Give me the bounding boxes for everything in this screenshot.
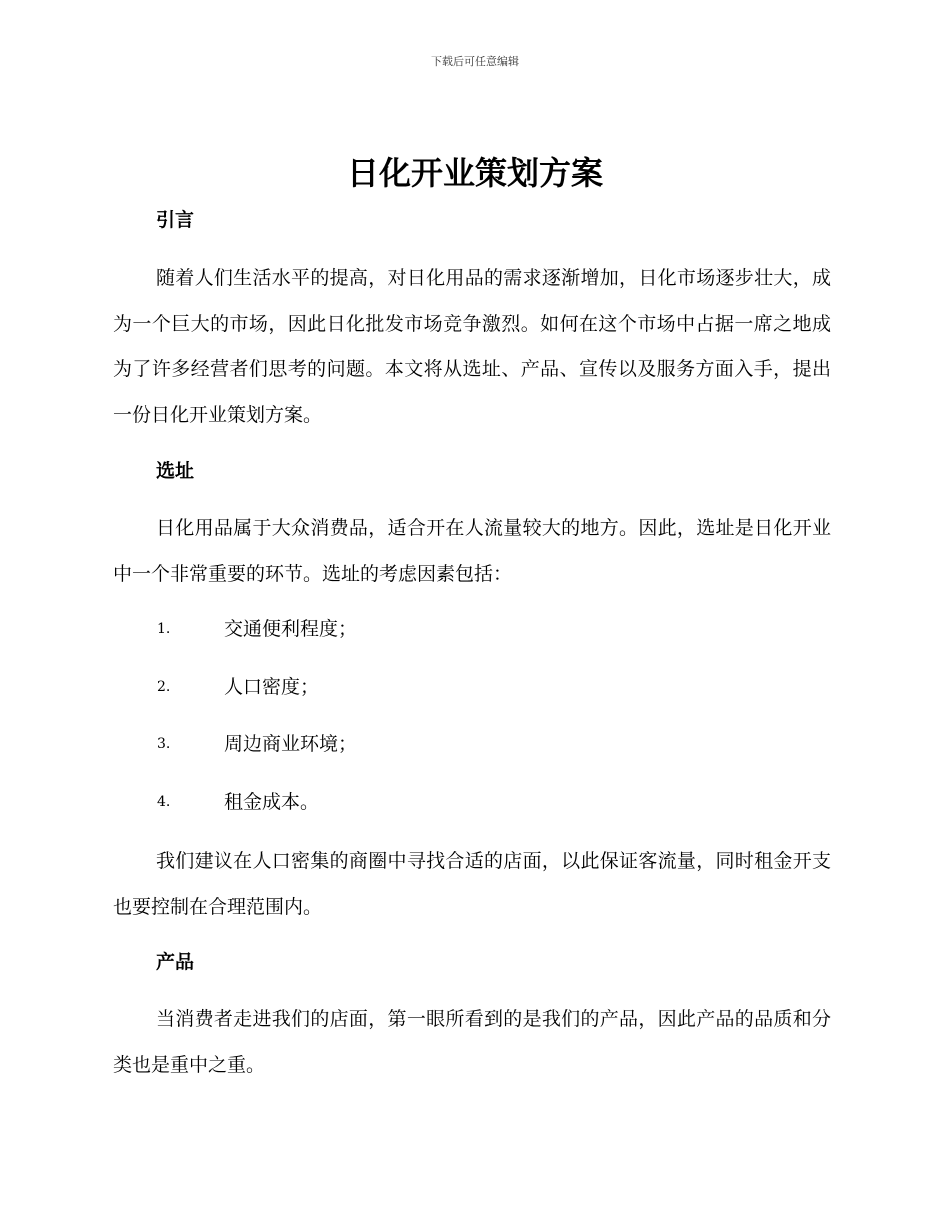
location-factor-list [113, 609, 831, 839]
section-heading-product: 产品 [156, 951, 195, 973]
section-intro [113, 200, 831, 438]
list-item-text: 交通便利程度； [224, 618, 358, 640]
section-heading-intro: 引言 [156, 209, 195, 231]
list-item [113, 724, 831, 782]
list-item-number: 4. [157, 793, 171, 810]
page-header-note: 下载后可任意编辑 [431, 55, 519, 68]
section-heading-location: 选址 [156, 460, 195, 482]
location-paragraph-recommendation: 我们建议在人口密集的商圈中寻找合适的店面，以此保证客流量，同时租金开支也要控制在合理范围内。 [113, 850, 831, 918]
product-paragraph: 当消费者走进我们的店面，第一眼所看到的是我们的产品，因此产品的品质和分类也是重中之重。 [113, 1008, 831, 1076]
list-item [113, 782, 831, 840]
document-title: 日化开业策划方案 [346, 154, 603, 192]
document-body [113, 200, 831, 1088]
list-item-text: 人口密度； [224, 675, 320, 698]
list-item-text: 周边商业环境； [224, 733, 358, 755]
list-item-number: 3. [157, 736, 171, 752]
location-paragraph-intro: 日化用品属于大众消费品，适合开在人流量较大的地方。因此，选址是日化开业中一个非常重要的环节。选址的考虑因素包括： [113, 517, 831, 585]
section-product [113, 942, 831, 1088]
list-item-text: 租金成本。 [224, 790, 320, 813]
list-item [113, 609, 831, 667]
list-item-number: 2. [157, 678, 171, 695]
intro-paragraph: 随着人们生活水平的提高，对日化用品的需求逐渐增加，日化市场逐步壮大，成为一个巨大的市场，因此日化批发市场竞争激烈。如何在这个市场中占据一席之地成为了许多经营者们思考的问题。本文将从选址、产品、宣传以及服务方面入手，提出一份日化开业策划方案。 [113, 267, 831, 426]
list-item-number: 1. [157, 621, 171, 637]
section-location [113, 451, 831, 930]
list-item [113, 667, 831, 725]
